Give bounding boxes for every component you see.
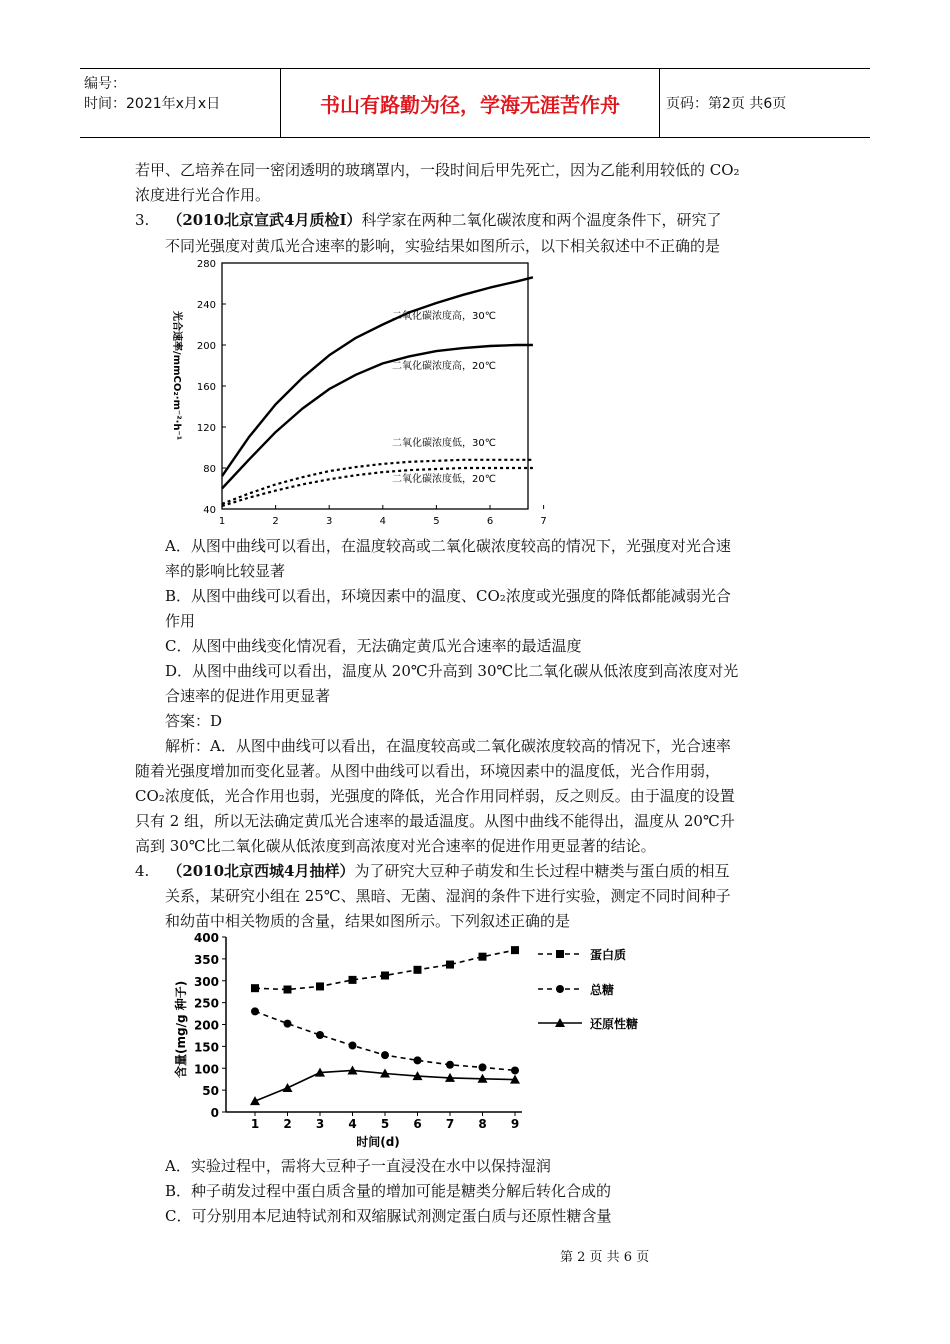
chart2-x-axis-label: 时间(d) [356, 1135, 400, 1149]
chart1-x-tick-label: 3 [326, 516, 333, 527]
chart2-point [479, 1063, 487, 1071]
q4-option-b: B．种子萌发过程中蛋白质含量的增加可能是糖类分解后转化合成的 [165, 1182, 612, 1200]
chart2-x-tick-label: 7 [445, 1117, 455, 1131]
chart2-series-line [255, 1011, 515, 1070]
chart2-point [250, 1096, 260, 1105]
q3-option-c: C．从图中曲线变化情况看，无法确定黄瓜光合速率的最适温度 [165, 637, 582, 655]
chart2-point [479, 953, 487, 961]
chart2-y-axis-label: 含量(mg/g 种子) [174, 980, 188, 1078]
q3-number: 3. [135, 211, 150, 229]
q4-stem-line-3: 和幼苗中相关物质的含量，结果如图所示。下列叙述正确的是 [165, 912, 571, 930]
chart2-point [381, 972, 389, 980]
chart2-point [446, 1061, 454, 1069]
chart2-x-tick-label: 1 [250, 1117, 260, 1131]
header-page-info: 页码：第2页 共6页 [666, 96, 787, 112]
chart2-legend-label: 蛋白质 [590, 948, 627, 962]
q3-option-a-1: A．从图中曲线可以看出，在温度较高或二氧化碳浓度较高的情况下，光强度对光合速 [165, 537, 731, 555]
date-label: 时间：2021年x月x日 [84, 96, 221, 112]
chart1-y-tick-label: 40 [203, 505, 216, 516]
chart2-x-tick-label: 8 [478, 1117, 487, 1131]
q4-stem-line-2: 关系，某研究小组在 25℃、黑暗、无菌、湿润的条件下进行实验，测定不同时间种子 [165, 887, 731, 905]
chart2-point [251, 984, 259, 992]
chart2-x-tick-label: 3 [315, 1117, 325, 1131]
chart1-x-tick-label: 7 [540, 516, 547, 527]
chart1-x-tick-label: 1 [218, 516, 226, 527]
chart2-y-tick-label: 150 [193, 1040, 219, 1055]
chart2-point [446, 961, 454, 969]
q3-explanation-5: 高到 30℃比二氧化碳从低浓度到高浓度对光合速率的促进作用更显著的结论。 [135, 837, 656, 855]
q3-source: （2010北京宣武4月质检Ⅰ） [167, 211, 362, 229]
chart2-point [284, 986, 292, 994]
chart2-x-tick-label: 5 [380, 1117, 390, 1131]
chart1-series-label: 二氧化碳浓度高，30℃ [392, 311, 496, 322]
q3-option-d-2: 合速率的促进作用更显著 [165, 687, 331, 705]
q3-option-b-2: 作用 [165, 612, 196, 630]
q4-option-a: A．实验过程中，需将大豆种子一直浸没在水中以保持湿润 [165, 1157, 551, 1175]
chart2-point [349, 976, 357, 984]
q3-answer: 答案：D [165, 712, 223, 730]
q3-option-d-1: D．从图中曲线可以看出，温度从 20℃升高到 30℃比二氧化碳从低浓度到高浓度对光 [165, 662, 739, 680]
q3-stem-1: 科学家在两种二氧化碳浓度和两个温度条件下，研究了 [361, 211, 722, 229]
chart1-y-axis-label: 光合速率/mmCO₂·m⁻²·h⁻¹ [171, 311, 182, 441]
chart2-y-tick-label: 200 [193, 1018, 219, 1033]
code-label: 编号： [84, 76, 126, 92]
q4-source: （2010北京西城4月抽样） [167, 862, 355, 880]
header-motto: 书山有路勤为径，学海无涯苦作舟 [281, 69, 660, 137]
chart2-y-tick-label: 300 [193, 974, 219, 989]
q4-number: 4. [135, 862, 150, 880]
photosynthesis-chart [160, 256, 547, 531]
chart2-x-tick-label: 2 [283, 1117, 292, 1131]
chart2-y-tick-label: 50 [202, 1084, 219, 1099]
chart1-y-tick-label: 120 [196, 423, 216, 434]
chart1-y-tick-label: 160 [196, 382, 216, 393]
chart2-y-tick-label: 250 [193, 996, 219, 1011]
chart2-point [414, 1056, 422, 1064]
chart2-point [284, 1020, 292, 1028]
chart1-series-label: 二氧化碳浓度低，20℃ [392, 474, 496, 485]
chart2-point [349, 1042, 357, 1050]
chart2-series-line [255, 950, 515, 989]
chart2-point [251, 1007, 259, 1015]
chart1-y-tick-label: 280 [196, 259, 216, 270]
chart2-x-tick-label: 6 [413, 1117, 422, 1131]
chart1-y-tick-label: 240 [196, 300, 216, 311]
chart2-point [316, 1031, 324, 1039]
q3-explanation-4: 只有 2 组，所以无法确定黄瓜光合速率的最适温度。从图中曲线不能得出，温度从 20℃升 [135, 812, 735, 830]
sugar-protein-chart [170, 930, 660, 1152]
chart2-point [414, 966, 422, 974]
chart1-y-tick-label: 80 [203, 464, 216, 475]
q3-explanation-2: 随着光强度增加而变化显著。从图中曲线可以看出，环境因素中的温度低，光合作用弱， [135, 762, 721, 780]
chart2-point [381, 1051, 389, 1059]
intro-line-2: 浓度进行光合作用。 [135, 186, 271, 204]
chart2-point [556, 985, 564, 993]
q3-option-b-1: B．从图中曲线可以看出，环境因素中的温度、CO₂浓度或光强度的降低都能减弱光合 [165, 587, 731, 605]
q3-explanation-3: CO₂浓度低，光合作用也弱，光强度的降低，光合作用同样弱，反之则反。由于温度的设置 [135, 787, 735, 805]
chart1-series-label: 二氧化碳浓度高，20℃ [392, 361, 496, 372]
q3-option-a-2: 率的影响比较显著 [165, 562, 286, 580]
chart2-y-tick-label: 350 [193, 952, 219, 967]
chart2-point [316, 982, 324, 990]
chart1-x-tick-label: 6 [486, 516, 494, 527]
chart1-x-tick-label: 4 [379, 516, 386, 527]
chart2-y-tick-label: 400 [193, 931, 219, 945]
chart1-y-tick-label: 200 [196, 341, 216, 352]
chart2-x-tick-label: 4 [348, 1117, 357, 1131]
chart1-x-tick-label: 2 [272, 516, 279, 527]
header-meta [80, 69, 281, 137]
chart1-x-tick-label: 5 [433, 516, 440, 527]
q3-stem-line-1 [135, 208, 722, 233]
chart2-point [556, 950, 564, 958]
intro-line-1: 若甲、乙培养在同一密闭透明的玻璃罩内，一段时间后甲先死亡，因为乙能利用较低的 CO₂ [135, 161, 740, 179]
chart2-legend-label: 还原性糖 [590, 1017, 639, 1031]
q3-stem-line-2: 不同光强度对黄瓜光合速率的影响，实验结果如图所示，以下相关叙述中不正确的是 [165, 237, 721, 255]
chart2-point [511, 946, 519, 954]
chart2-point [283, 1083, 293, 1092]
chart2-legend-label: 总糖 [590, 983, 615, 997]
chart2-y-tick-label: 100 [193, 1062, 219, 1077]
chart2-y-tick-label: 0 [210, 1106, 219, 1120]
page-footer: 第 2 页 共 6 页 [560, 1250, 650, 1265]
chart1-series-label: 二氧化碳浓度低，30℃ [392, 438, 496, 449]
q4-stem-1: 为了研究大豆种子萌发和生长过程中糖类与蛋白质的相互 [354, 862, 730, 880]
page-header [80, 68, 870, 138]
q4-option-c: C．可分别用本尼迪特试剂和双缩脲试剂测定蛋白质与还原性糖含量 [165, 1207, 612, 1225]
chart2-point [511, 1066, 519, 1074]
q3-explanation-1: 解析：A．从图中曲线可以看出，在温度较高或二氧化碳浓度较高的情况下，光合速率 [165, 737, 731, 755]
q4-stem-line-1 [135, 859, 730, 884]
chart2-x-tick-label: 9 [510, 1117, 520, 1131]
